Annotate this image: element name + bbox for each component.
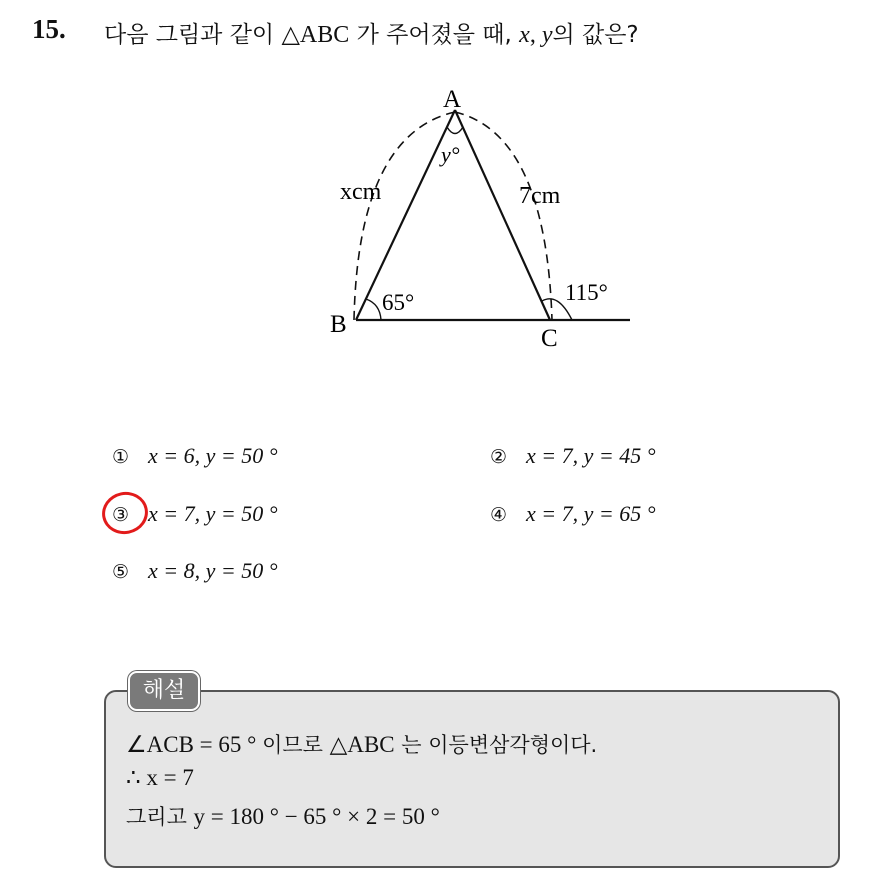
solution-line-2: ∴ x = 7 (126, 765, 194, 790)
choice-5-number: ⑤ (112, 561, 130, 583)
question-y-var: y (541, 22, 553, 48)
solution-line-3-math: y = 180 ° − 65 ° × 2 = 50 ° (193, 804, 440, 829)
vertex-b-label: B (330, 311, 347, 338)
solution-line-3 (126, 801, 440, 831)
side-ac-label: 7cm (519, 183, 561, 209)
side-ac (455, 110, 550, 320)
question-triangle-label: △ABC (281, 22, 350, 48)
choice-3-text: x = 7, y = 50 ° (148, 501, 278, 526)
solution-line-1-ko: 이므로 (262, 733, 330, 757)
exterior-angle-c-label: 115° (565, 280, 608, 305)
choice-2-number: ② (490, 446, 508, 468)
question-text (104, 16, 639, 49)
angle-a-label: y° (441, 142, 460, 167)
choice-5-text: x = 8, y = 50 ° (148, 558, 278, 583)
question-text-middle: 가 주어졌을 때, (349, 22, 520, 48)
choice-1[interactable] (112, 443, 278, 469)
choice-1-number: ① (112, 446, 130, 468)
choice-4-text: x = 7, y = 65 ° (526, 501, 656, 526)
solution-line-1-math: ∠ACB = 65 ° (126, 732, 263, 757)
choice-1-text: x = 6, y = 50 ° (148, 443, 278, 468)
angle-b-label: 65° (382, 290, 415, 315)
choice-3-number: ③ (112, 504, 130, 526)
question-text-suffix: 의 값은? (552, 22, 639, 48)
solution-line-3-ko: 그리고 (126, 805, 194, 829)
solution-line-1 (126, 729, 597, 759)
vertex-a-label: A (443, 86, 462, 113)
answer-circle-mark (98, 488, 152, 539)
question-x-var: x (519, 22, 530, 48)
choice-2[interactable] (490, 443, 656, 469)
side-ab-label: xcm (340, 179, 382, 205)
solution-box (104, 690, 840, 868)
choice-4[interactable] (490, 501, 656, 527)
choice-5[interactable] (112, 558, 278, 584)
question-comma: , (529, 22, 542, 48)
angle-arc-b (366, 299, 381, 320)
question-text-prefix: 다음 그림과 같이 (104, 22, 282, 48)
choice-2-text: x = 7, y = 45 ° (526, 443, 656, 468)
choice-4-number: ④ (490, 504, 508, 526)
angle-arc-a (447, 127, 463, 134)
solution-tag: 해설 (128, 671, 200, 711)
question-number: 15. (32, 14, 66, 44)
solution-line-1-ko2: 는 이등변삼각형이다. (394, 733, 598, 757)
triangle-figure (310, 82, 640, 357)
solution-line-1-tri: △ABC (329, 732, 395, 757)
vertex-c-label: C (541, 325, 558, 352)
